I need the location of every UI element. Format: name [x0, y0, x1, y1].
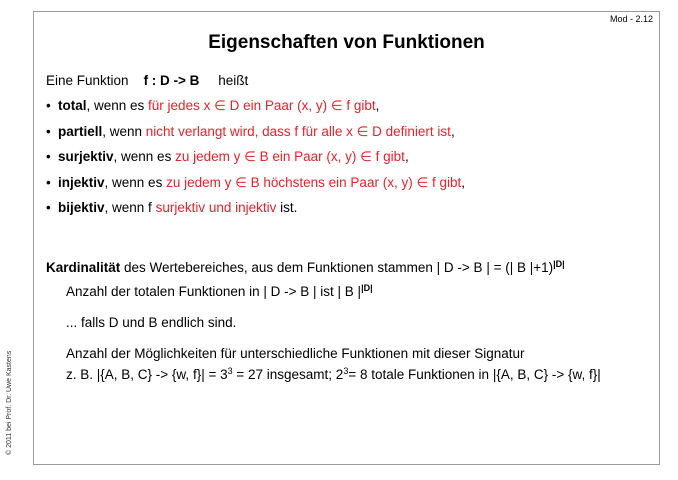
ending: ,: [375, 98, 380, 113]
total-count-text: Anzahl der totalen Funktionen in | D -> B | ist | B |: [66, 284, 362, 299]
cardinality-line: [46, 260, 565, 275]
possibilities-line: Anzahl der Möglichkeiten für unterschiedliche Funktionen mit dieser Signatur: [66, 346, 525, 361]
connector: , wenn es: [104, 174, 167, 190]
connector: , wenn es: [86, 98, 149, 113]
list-item-total: [46, 97, 465, 123]
term: injektiv: [58, 174, 105, 190]
definition: zu jedem y ∈ B höchstens ein Paar (x, y) ∈ f gibt: [166, 174, 462, 190]
definition: nicht verlangt wird, dass f für alle x ∈ D definiert ist: [145, 123, 451, 139]
list-item-surjektiv: [46, 148, 465, 174]
example-part-1: z. B. |{A, B, C} -> {w, f}| = 3: [66, 367, 228, 382]
cardinality-term: Kardinalität: [46, 260, 121, 275]
finite-note: ... falls D und B endlich sind.: [66, 315, 237, 330]
copyright-notice: © 2011 bei Prof. Dr. Uwe Kastens: [6, 350, 13, 455]
term: bijektiv: [58, 200, 105, 215]
connector: , wenn f: [104, 200, 156, 215]
example-exponent-1: 3: [227, 366, 233, 376]
total-count-line: [66, 284, 373, 299]
example-line: [66, 367, 601, 382]
list-item-injektiv: [46, 174, 465, 200]
slide-title: Eigenschaften von Funktionen: [208, 32, 485, 53]
property-list: [46, 97, 465, 225]
slide-id: Mod - 2.12: [609, 14, 653, 24]
cardinality-text: des Wertebereiches, aus dem Funktionen stammen | D -> B | = (| B |+1): [120, 260, 554, 275]
intro-prefix: Eine Funktion: [46, 73, 144, 88]
total-count-exponent: |D|: [361, 283, 373, 293]
list-item-bijektiv: [46, 199, 465, 225]
ending: ,: [450, 123, 455, 139]
definition: surjektiv und injektiv: [155, 200, 277, 215]
list-item-partiell: [46, 123, 465, 149]
definition: zu jedem y ∈ B ein Paar (x, y) ∈ f gibt: [175, 149, 405, 164]
connector: , wenn: [102, 123, 146, 139]
definition: für jedes x ∈ D ein Paar (x, y) ∈ f gibt: [148, 98, 376, 113]
cardinality-exponent: |D|: [553, 259, 565, 269]
slide-frame: [33, 11, 660, 465]
ending: ,: [461, 174, 465, 190]
term: total: [58, 98, 87, 113]
term: surjektiv: [58, 149, 114, 164]
ending: ,: [404, 149, 409, 164]
intro-suffix: heißt: [199, 73, 249, 88]
function-signature: f : D -> B: [143, 73, 200, 88]
example-part-2: = 27 insgesamt; 2: [232, 367, 344, 382]
term: partiell: [58, 123, 103, 139]
intro-line: [46, 73, 248, 88]
example-part-3: = 8 totale Funktionen in |{A, B, C} -> {w, f}|: [348, 367, 601, 382]
example-exponent-2: 3: [343, 366, 349, 376]
ending: ist.: [276, 200, 298, 215]
connector: , wenn es: [113, 149, 176, 164]
